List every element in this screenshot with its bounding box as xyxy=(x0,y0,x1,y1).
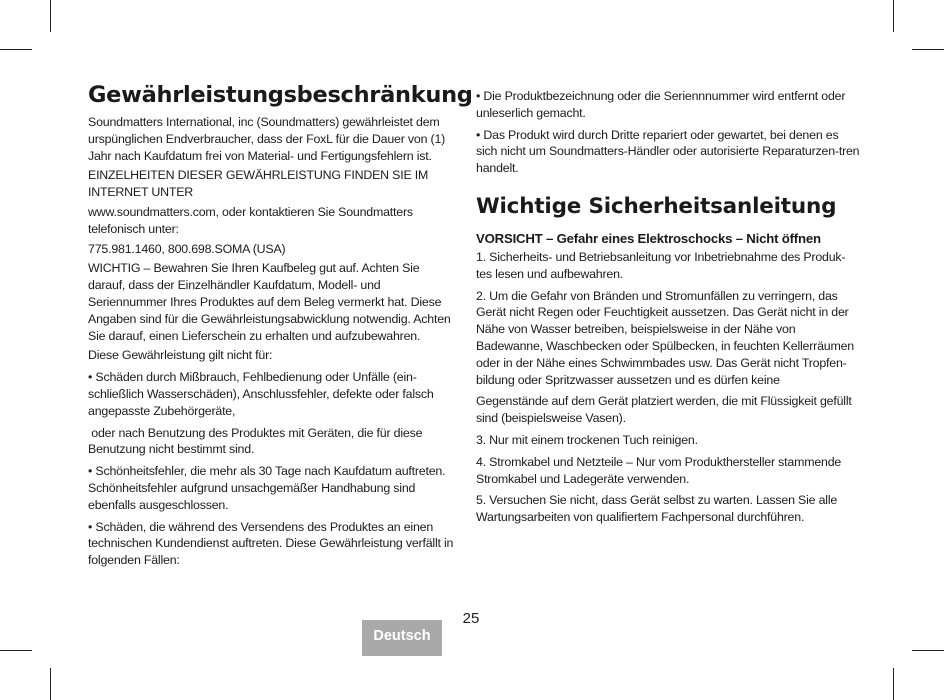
warranty-phone: 775.981.1460, 800.698.SOMA (USA) xyxy=(88,241,286,256)
warranty-bullet: • Die Produktbezeichnung oder die Seriennnummer wird entfernt oder unleserlich gemacht. xyxy=(476,89,846,120)
warranty-paragraph: Diese Gewährleistung gilt nicht für: xyxy=(88,348,273,363)
language-tab: Deutsch xyxy=(362,620,442,656)
safety-item: 4. Stromkabel und Netzteile – Nur vom Produkthersteller stammende Stromkabel und Ladegeräte verwenden. xyxy=(476,454,842,486)
crop-mark-bottom-right-vertical xyxy=(893,668,894,700)
warranty-paragraph: WICHTIG – Bewahren Sie Ihren Kaufbeleg gut auf. Achten Sie darauf, dass der Einzelhändler Kaufdatum, Modell- und Seriennummer Ihres Produktes auf dem Beleg vermerkt hat. Diese Angaben sind für die Gewährleistungsabwicklung notwendig. Achten Sie darauf, einen Lieferschein zu erhalten und aufzubewahren. xyxy=(88,261,451,343)
warranty-column xyxy=(88,80,473,574)
warranty-paragraph: Soundmatters International, inc (Soundmatters) gewährleistet dem urspünglichen Endverbraucher, dass der FoxL für die Dauer von (1) Jahr nach Kaufdatum frei von Material- und Fertigungsfehlern ist. xyxy=(88,115,446,163)
page-number: 25 xyxy=(462,610,480,627)
safety-title: Wichtige Sicherheitsanleitung xyxy=(476,193,837,219)
warranty-paragraph: oder nach Benutzung des Produktes mit Geräten, die für diese Benutzung nicht bestimmt sind. xyxy=(88,425,426,457)
warranty-title: Gewährleistungsbeschränkung xyxy=(88,82,473,108)
warranty-paragraph: EINZELHEITEN DIESER GEWÄHRLEISTUNG FINDEN SIE IM INTERNET UNTER xyxy=(88,168,429,200)
crop-mark-bottom-left-vertical xyxy=(50,668,51,700)
warranty-bullet: • Das Produkt wird durch Dritte repariert oder gewartet, bei denen es sich nicht um Soundmatters-Händler oder autorisierte Reparaturzen-tren handelt. xyxy=(476,127,860,176)
crop-mark-bottom-left-horizontal xyxy=(0,650,32,651)
crop-mark-bottom-right-horizontal xyxy=(912,650,944,651)
crop-mark-top-right-vertical xyxy=(893,0,894,32)
warranty-paragraph: www.soundmatters.com, oder kontaktieren Sie Soundmatters telefonisch unter: xyxy=(88,204,413,236)
safety-item: 5. Versuchen Sie nicht, dass Gerät selbst zu warten. Lassen Sie alle Wartungsarbeiten von qualiﬁertem Fachpersonal durchführen. xyxy=(476,493,838,525)
warranty-bullet: • Schönheitsfehler, die mehr als 30 Tage nach Kaufdatum auftreten. Schönheitsfehler aufgrund unsachgemäßer Handhabung sind ebenfalls ausgeschlossen. xyxy=(88,464,446,512)
safety-item: 1. Sicherheits- und Betriebsanleitung vor Inbetriebnahme des Produk-tes lesen und aufbewahren. xyxy=(476,249,846,281)
crop-mark-top-left-vertical xyxy=(50,0,51,32)
safety-warning: VORSICHT – Gefahr eines Elektroschocks – Nicht öffnen xyxy=(476,230,821,246)
warranty-bullet: • Schäden, die während des Versendens des Produktes an einen technischen Kundendienst auftreten. Diese Gewährleistung verfällt in folgenden Fällen: xyxy=(88,519,454,568)
warranty-bullet: • Schäden durch Mißbrauch, Fehlbedienung oder Unfälle (ein-schließlich Wasserschäden), Anschlussfehler, defekte oder falsch angepasste Zubehörgeräte, xyxy=(88,370,434,418)
right-column xyxy=(476,88,860,531)
crop-mark-top-right-horizontal xyxy=(912,49,944,50)
safety-item: Gegenstände auf dem Gerät platziert werden, die mit Flüssigkeit gefüllt sind (beispielsweise Vasen). xyxy=(476,394,852,426)
safety-item: 2. Um die Gefahr von Bränden und Stromunfällen zu verringern, das Gerät nicht Regen oder Feuchtigkeit aussetzen. Das Gerät nicht in der Nähe von Wasser betreiben, beispielsweise in der Nähe von Badewanne, Waschbecken oder Spülbecken, in feuchten Kellerräumen oder in der Nähe eines Schwimmbades usw. Das Gerät nicht Tropfen-bildung oder Spritzwasser aussetzen und es dürfen keine xyxy=(476,288,854,387)
safety-item: 3. Nur mit einem trockenen Tuch reinigen. xyxy=(476,432,698,447)
crop-mark-top-left-horizontal xyxy=(0,49,32,50)
